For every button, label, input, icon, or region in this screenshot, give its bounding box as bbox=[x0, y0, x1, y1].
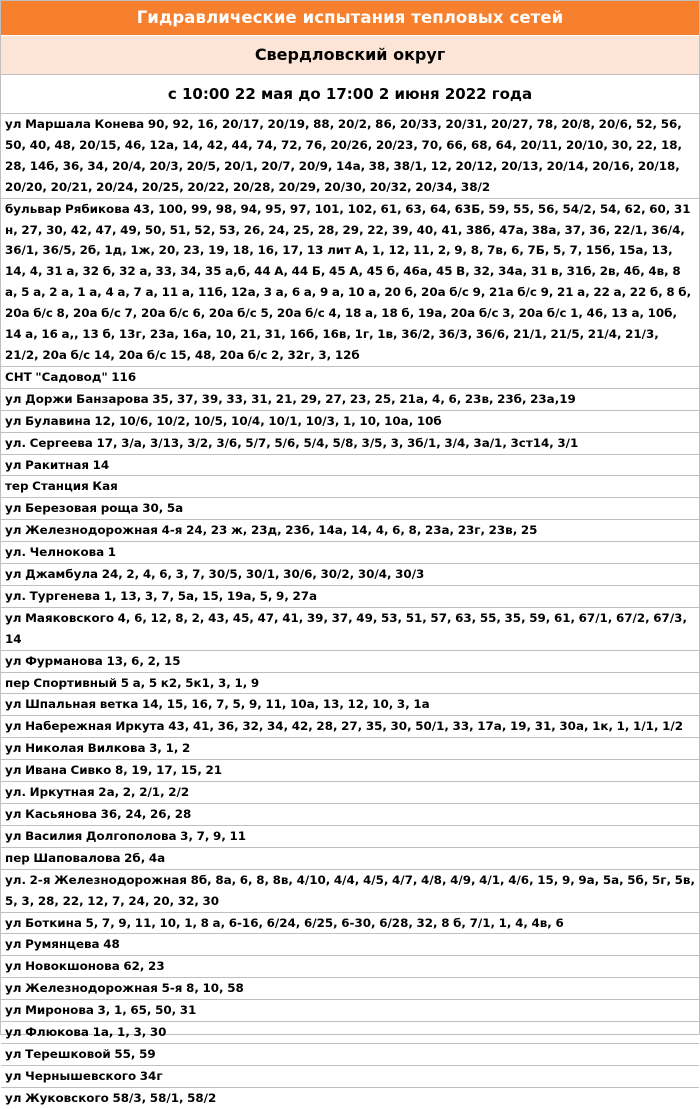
notice-title: Гидравлические испытания тепловых сетей bbox=[1, 1, 699, 35]
address-row: ул Николая Вилкова 3, 1, 2 bbox=[1, 738, 699, 760]
address-row: ул Боткина 5, 7, 9, 11, 10, 1, 8 а, 6-16, 6/24, 6/25, 6-30, 6/28, 32, 8 б, 7/1, 1, 4, 4в, 6 bbox=[1, 913, 699, 935]
address-list bbox=[1, 114, 699, 1109]
address-row: ул Шпальная ветка 14, 15, 16, 7, 5, 9, 11, 10а, 13, 12, 10, 3, 1а bbox=[1, 694, 699, 716]
address-row: ул Терешковой 55, 59 bbox=[1, 1044, 699, 1066]
address-row: ул Касьянова 36, 24, 26, 28 bbox=[1, 804, 699, 826]
address-row: ул Набережная Иркута 43, 41, 36, 32, 34, 42, 28, 27, 35, 30, 50/1, 33, 17а, 19, 31, 30а, 1к, 1, 1/1, 1/2 bbox=[1, 716, 699, 738]
address-row: пер Спортивный 5 а, 5 к2, 5к1, 3, 1, 9 bbox=[1, 673, 699, 695]
address-row: ул Новокшонова 62, 23 bbox=[1, 956, 699, 978]
address-row: ул Флюкова 1а, 1, 3, 30 bbox=[1, 1022, 699, 1044]
address-row: ул Румянцева 48 bbox=[1, 934, 699, 956]
address-row: ул Джамбула 24, 2, 4, 6, 3, 7, 30/5, 30/1, 30/6, 30/2, 30/4, 30/3 bbox=[1, 564, 699, 586]
address-row: бульвар Рябикова 43, 100, 99, 98, 94, 95, 97, 101, 102, 61, 63, 64, 63Б, 59, 55, 56, 54/2, 54, 62, 60, 31 н, 27, 30, 42, 47, 49, 50, 51, 52, 53, 26, 24, 25, 28, 29, 22, 39, 40, 41, 38б, 47а, 38а, 37, 36, 22/1, 36/4, 36/1, 36/5, 2б, 1д, 1ж, 20, 23, 19, 18, 16, 17, 13 лит А, 1, 12, 11, 2, 9, 8, 7в, 6, 7Б, 5, 7, 15б, 15а, 13, 14, 4, 31 а, 32 б, 32 а, 33, 34, 35 а,б, 44 А, 44 Б, 45 А, 45 б, 46а, 45 В, 32, 34а, 31 в, 31б, 2в, 4б, 4в, 8 а, 5 а, 2 а, 1 а, 4 а, 7 а, 11 а, 11б, 12а, 3 а, 6 а, 9 а, 10 а, 20 б, 20а б/с 9, 21а б/с 9, 21 а, 22 а, 22 б, 8 б, 20а б/с 8, 20а б/с 7, 20а б/с 6, 20а б/с 5, 20а б/с 4, 18 а, 18 б, 19а, 20а б/с 3, 20а б/с 1, 46, 13 а, 10б, 14 а, 16 а,, 13 б, 13г, 23а, 16а, 10, 21, 31, 16б, 16в, 1г, 1в, 36/2, 36/3, 36/6, 21/1, 21/5, 21/4, 21/3, 21/2, 20а б/с 14, 20а б/с 15, 48, 20а б/с 2, 32г, 3, 12б bbox=[1, 199, 699, 367]
address-row: СНТ "Садовод" 116 bbox=[1, 367, 699, 389]
address-row: пер Шаповалова 2б, 4а bbox=[1, 848, 699, 870]
address-row: ул Фурманова 13, 6, 2, 15 bbox=[1, 651, 699, 673]
address-row: ул Железнодорожная 5-я 8, 10, 58 bbox=[1, 978, 699, 1000]
district-name: Свердловский округ bbox=[1, 35, 699, 75]
address-row: ул Чернышевского 34г bbox=[1, 1066, 699, 1088]
address-row: ул Березовая роща 30, 5а bbox=[1, 498, 699, 520]
address-row: ул Железнодорожная 4-я 24, 23 ж, 23д, 23б, 14а, 14, 4, 6, 8, 23а, 23г, 23в, 25 bbox=[1, 520, 699, 542]
address-row: ул Миронова 3, 1, 65, 50, 31 bbox=[1, 1000, 699, 1022]
address-row: ул Маршала Конева 90, 92, 16, 20/17, 20/19, 88, 20/2, 86, 20/33, 20/31, 20/27, 78, 20/8, 20/6, 52, 56, 50, 40, 48, 20/15, 46, 12а, 14, 42, 44, 74, 72, 76, 20/26, 20/23, 70, 66, 68, 64, 20/11, 20/10, 30, 22, 18, 28, 14б, 36, 34, 20/4, 20/3, 20/5, 20/1, 20/7, 20/9, 14а, 38, 38/1, 12, 20/12, 20/13, 20/14, 20/16, 20/18, 20/20, 20/21, 20/24, 20/25, 20/22, 20/28, 20/29, 20/30, 20/32, 20/34, 38/2 bbox=[1, 114, 699, 199]
address-row: ул. Иркутная 2а, 2, 2/1, 2/2 bbox=[1, 782, 699, 804]
address-row: ул Василия Долгополова 3, 7, 9, 11 bbox=[1, 826, 699, 848]
address-row: ул. 2-я Железнодорожная 8б, 8а, 6, 8, 8в, 4/10, 4/4, 4/5, 4/7, 4/8, 4/9, 4/1, 4/6, 15, 9, 9а, 5а, 5б, 5г, 5в, 5, 3, 28, 22, 12, 7, 24, 20, 32, 30 bbox=[1, 870, 699, 913]
address-row: ул Жуковского 58/3, 58/1, 58/2 bbox=[5, 1090, 217, 1105]
test-period: с 10:00 22 мая до 17:00 2 июня 2022 года bbox=[1, 75, 699, 114]
address-row: ул Ракитная 14 bbox=[1, 455, 699, 477]
address-row: ул Маяковского 4, 6, 12, 8, 2, 43, 45, 47, 41, 39, 37, 49, 53, 51, 57, 63, 55, 35, 59, 61, 67/1, 67/2, 67/3, 14 bbox=[1, 608, 699, 651]
address-row: ул Булавина 12, 10/6, 10/2, 10/5, 10/4, 10/1, 10/3, 1, 10, 10а, 10б bbox=[1, 411, 699, 433]
address-row: ул Ивана Сивко 8, 19, 17, 15, 21 bbox=[1, 760, 699, 782]
address-row: тер Станция Кая bbox=[1, 476, 699, 498]
address-row: ул. Сергеева 17, 3/а, 3/13, 3/2, 3/6, 5/7, 5/6, 5/4, 5/8, 3/5, 3, 3б/1, 3/4, 3а/1, 3ст14, 3/1 bbox=[1, 433, 699, 455]
address-row: ул. Челнокова 1 bbox=[1, 542, 699, 564]
address-row: ул. Тургенева 1, 13, 3, 7, 5а, 15, 19а, 5, 9, 27а bbox=[1, 586, 699, 608]
address-row: ул Доржи Банзарова 35, 37, 39, 33, 31, 21, 29, 27, 23, 25, 21а, 4, 6, 23в, 23б, 23а,19 bbox=[1, 389, 699, 411]
